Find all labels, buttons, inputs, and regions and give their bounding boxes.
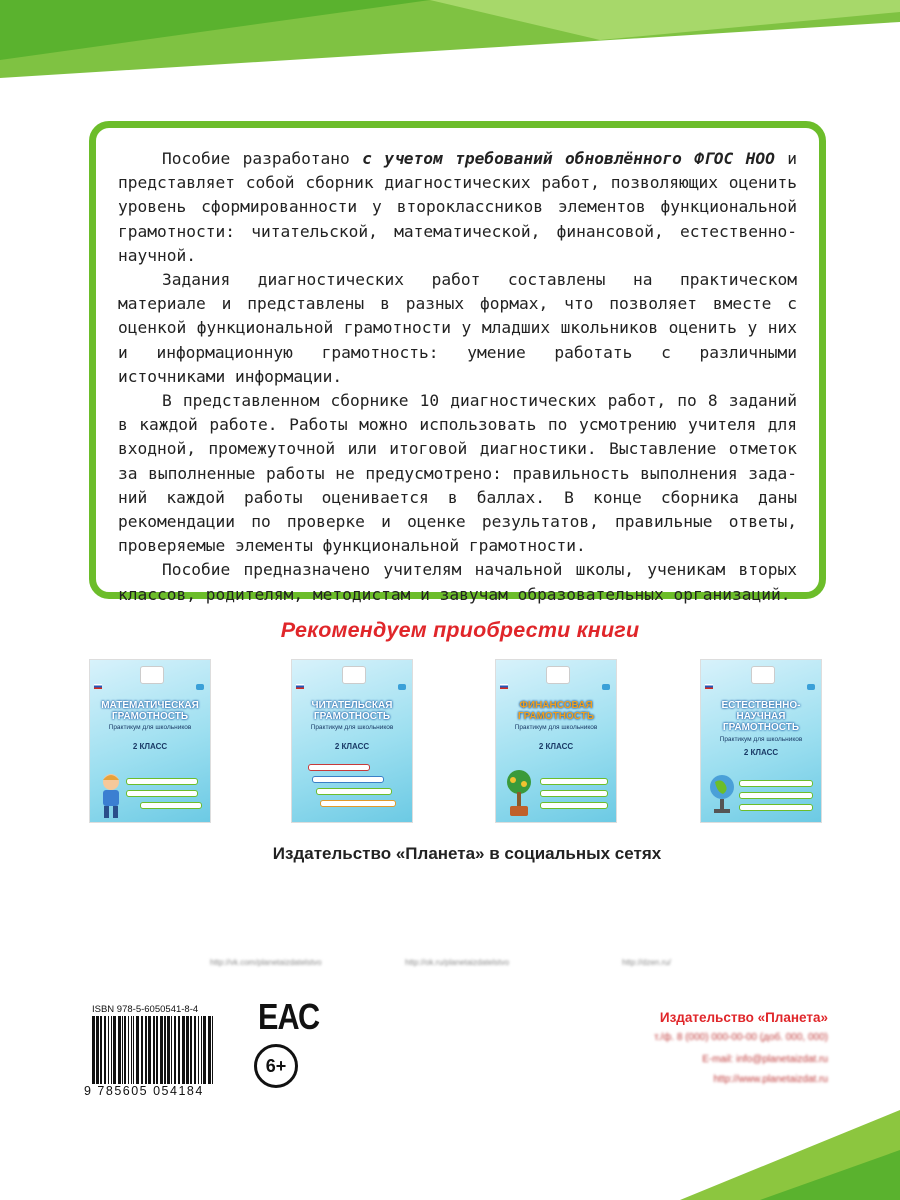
- barcode-bar: [104, 1016, 106, 1084]
- barcode-bar: [156, 1016, 158, 1084]
- badge-icon: [602, 684, 610, 690]
- barcode-bar: [164, 1016, 166, 1084]
- barcode-bar: [118, 1016, 121, 1084]
- publisher-logo-icon: [751, 666, 775, 684]
- barcode-bar: [190, 1016, 192, 1084]
- badge-icon: [398, 684, 406, 690]
- barcode-bar: [100, 1016, 102, 1084]
- barcode-bar: [208, 1016, 211, 1084]
- decor-bar: [540, 778, 608, 785]
- social-link-ok[interactable]: http://ok.ru/planetaizdatelstvo: [405, 958, 510, 967]
- publisher-name: Издательство «Планета»: [659, 1010, 828, 1025]
- barcode-bar: [160, 1016, 163, 1084]
- barcode-bar: [124, 1016, 126, 1084]
- barcode-bar: [174, 1016, 176, 1084]
- flag-icon: [94, 684, 102, 689]
- book-subtitle: Практикум для школьников: [719, 736, 803, 743]
- recommend-heading: Рекомендуем приобрести книги: [280, 618, 640, 642]
- description-paragraph-3: В представленном сборнике 10 диагностических работ, по 8 заданий в каждой работе. Работы можно использовать по усмотрению учителя для входной, промежуточной или итоговой диагностики. Выставление отметок за выполненные работы не предусмотрено: правильность выполнения заданий каждой работы оценивается в баллах. В конце сборника даны рекомендации по проверке и оценке результатов, правильные ответы, проверяемые элементы функциональной грамотности.: [118, 391, 797, 556]
- decor-bar: [739, 804, 813, 811]
- barcode-bar: [171, 1016, 172, 1084]
- book-grade: 2 КЛАСС: [334, 742, 370, 751]
- book-title: ЧИТАТЕЛЬСКАЯ ГРАМОТНОСТЬ: [311, 700, 393, 722]
- decor-bar: [739, 780, 813, 787]
- decor-bar: [316, 788, 392, 795]
- barcode-bar: [113, 1016, 116, 1084]
- barcode-bar: [141, 1016, 143, 1084]
- money-tree-icon: [502, 768, 536, 818]
- decor-bar: [126, 790, 198, 797]
- barcode-bar: [198, 1016, 199, 1084]
- barcode-bar: [96, 1016, 99, 1084]
- barcode-bar: [182, 1016, 185, 1084]
- book-subtitle: Практикум для школьников: [310, 724, 394, 731]
- barcode-bar: [145, 1016, 147, 1084]
- decor-bar: [540, 802, 608, 809]
- barcode-bar: [131, 1016, 132, 1084]
- barcode-bar: [133, 1016, 134, 1084]
- book-grade: 2 КЛАСС: [132, 742, 168, 751]
- badge-icon: [807, 684, 815, 690]
- publisher-contact-site: http://www.planetaizdat.ru: [713, 1074, 828, 1085]
- flag-icon: [500, 684, 508, 689]
- publisher-contact-phone: т./ф. 8 (000) 000-00-00 (доб. 000, 000): [654, 1032, 828, 1043]
- decor-bar: [739, 792, 813, 799]
- barcode-bar: [153, 1016, 155, 1084]
- decor-bar: [312, 776, 384, 783]
- child-illustration-icon: [96, 772, 126, 820]
- barcode-bar: [178, 1016, 180, 1084]
- publisher-logo-icon: [546, 666, 570, 684]
- book-cover-reading[interactable]: [291, 659, 413, 823]
- eac-certification-mark: ЕАС: [258, 996, 320, 1037]
- barcode-bar: [92, 1016, 95, 1084]
- book-title: МАТЕМАТИЧЕСКАЯ ГРАМОТНОСТЬ: [101, 700, 199, 722]
- book-cover-science[interactable]: [700, 659, 822, 823]
- flag-icon: [296, 684, 304, 689]
- book-subtitle: Практикум для школьников: [108, 724, 192, 731]
- decor-bar: [140, 802, 202, 809]
- book-grade: 2 КЛАСС: [538, 742, 574, 751]
- social-link-site[interactable]: http://dzen.ru/: [622, 958, 671, 967]
- barcode-bar: [186, 1016, 189, 1084]
- book-grade: 2 КЛАСС: [743, 748, 779, 757]
- globe-icon: [707, 772, 737, 818]
- book-title: ЕСТЕСТВЕННО-НАУЧНАЯ ГРАМОТНОСТЬ: [721, 700, 801, 733]
- publisher-logo-icon: [140, 666, 164, 684]
- barcode-bar: [136, 1016, 139, 1084]
- book-title: ФИНАНСОВАЯ ГРАМОТНОСТЬ: [517, 700, 595, 722]
- barcode-bar: [111, 1016, 112, 1084]
- decor-bar: [540, 790, 608, 797]
- barcode-bar: [203, 1016, 206, 1084]
- book-cover-finance[interactable]: [495, 659, 617, 823]
- barcode-bar: [201, 1016, 202, 1084]
- decor-bar: [320, 800, 396, 807]
- barcode-bar: [122, 1016, 123, 1084]
- barcode-number: 9 785605 054184: [84, 1084, 204, 1098]
- barcode-bar: [167, 1016, 170, 1084]
- barcode-bar: [128, 1016, 129, 1084]
- description-paragraph-1: Пособие разработано с учетом требований обновлённого ФГОС НОО и представляет собой сборник диагностических работ, позволяющих оценить уровень сформированности у второклассников элементов функциональной грамотности: читательской, математической, финансовой, естественно-научной.: [118, 149, 797, 265]
- emphasis-text: с учетом требований обновлённого ФГОС НОО: [362, 149, 775, 168]
- decor-bar: [308, 764, 370, 771]
- publisher-contact-email: E-mail: info@planetaizdat.ru: [702, 1054, 828, 1065]
- book-cover-math[interactable]: [89, 659, 211, 823]
- barcode: [92, 1016, 216, 1084]
- social-link-vk[interactable]: http://vk.com/planetaizdatelstvo: [210, 958, 322, 967]
- description-box: [89, 121, 826, 604]
- description-paragraph-2: Задания диагностических работ составлены на практическом материале и представлены в разных формах, что позволяет вместе с оценкой функциональной грамотности у младших школьников оценить у них и информационную грамотность: умение работать с различными источниками информации.: [118, 270, 797, 386]
- book-subtitle: Практикум для школьников: [514, 724, 598, 731]
- barcode-bar: [194, 1016, 196, 1084]
- barcode-bar: [108, 1016, 109, 1084]
- age-rating-badge: 6+: [254, 1044, 298, 1088]
- barcode-bar: [212, 1016, 213, 1084]
- flag-icon: [705, 684, 713, 689]
- decor-bar: [126, 778, 198, 785]
- description-paragraph-4: Пособие предназначено учителям начальной школы, ученикам вторых классов, родителям, методистам и завучам образовательных организаций.: [118, 560, 797, 604]
- barcode-bar: [148, 1016, 151, 1084]
- social-heading: Издательство «Планета» в социальных сетях: [272, 844, 662, 863]
- isbn-label: ISBN 978-5-6050541-8-4: [92, 1004, 199, 1015]
- badge-icon: [196, 684, 204, 690]
- publisher-logo-icon: [342, 666, 366, 684]
